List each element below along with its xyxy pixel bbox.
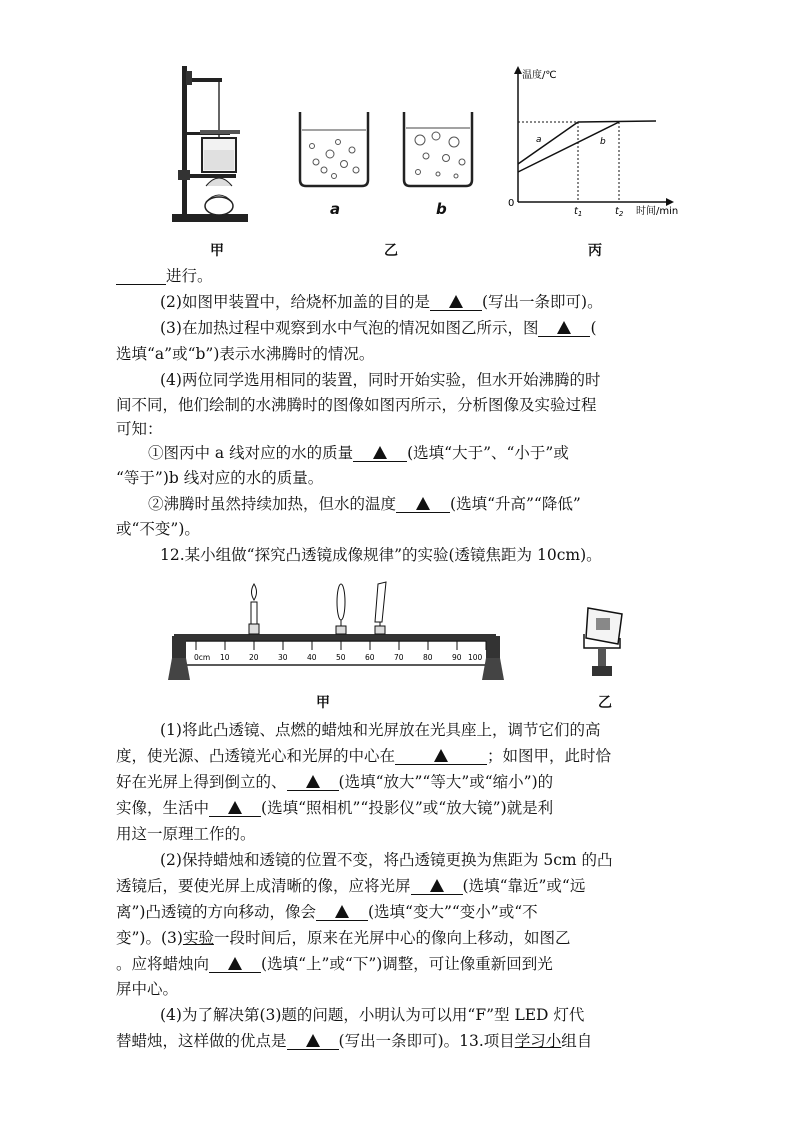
blank-triangle-icon [434,749,448,762]
text-line-21: 。应将蜡烛向 (选填“上”或“下”)调整，可让像重新回到光 [116,955,553,973]
ruler-tick-90: 90 [452,653,462,662]
blank-triangle-icon [306,1034,320,1047]
ruler-tick-70: 70 [394,653,404,662]
text-line-2: (3)在加热过程中观察到水中气泡的情况如图乙所示，图 ( [160,319,597,337]
graph-origin: 0 [508,198,515,209]
answer-blank[interactable] [395,746,487,765]
beaker-label-b: b [436,200,447,218]
text-line-12: (1)将此凸透镜、点燃的蜡烛和光屏放在光具座上，调节它们的高 [160,721,601,739]
text-line-6: 可知： [116,420,163,438]
answer-blank[interactable] [116,266,166,285]
ruler-tick-100: 100 [468,653,483,662]
blank-triangle-icon [228,957,242,970]
answer-blank[interactable] [411,876,463,895]
answer-blank[interactable] [396,494,450,513]
caption-jia-top: 甲 [210,243,224,259]
text-line-18: 透镜后，要使光屏上成清晰的像，应将光屏 (选填“靠近”或“远 [116,877,586,895]
text-line-1: (2)如图甲装置中，给烧杯加盖的目的是 (写出一条即可)。 [160,293,603,311]
beaker-label-a: a [330,200,341,218]
ruler-tick-60: 60 [365,653,375,662]
ruler-tick-80: 80 [423,653,433,662]
blank-triangle-icon [228,801,242,814]
ruler-tick-30: 30 [278,653,288,662]
blank-triangle-icon [416,497,430,510]
text-line-19: 离”)凸透镜的方向移动，像会 (选填“变大”“变小”或“不 [116,903,538,921]
beaker-b [404,112,472,186]
graph-t1: $t_1$ [574,206,583,218]
caption-yi-bench: 乙 [598,695,612,711]
figure-yi-beakers [296,106,476,190]
answer-blank[interactable] [430,292,482,311]
text-line-8: “等于”)b 线对应的水的质量。 [116,469,324,487]
ruler-tick-20: 20 [249,653,259,662]
blank-triangle-icon [335,905,349,918]
graph-label-b: b [600,137,606,147]
answer-blank[interactable] [316,902,368,921]
answer-blank[interactable] [209,954,261,973]
text-line-7: ①图丙中 a 线对应的水的质量 (选填“大于”、“小于”或 [148,444,569,462]
light-screen-icon [375,582,386,634]
text-line-24: 替蜡烛，这样做的优点是 (写出一条即可)。13.项目学习小组自 [116,1032,593,1050]
graph-y-label: 温度/℃ [522,70,557,81]
figure-bing-temperature-graph [506,62,686,224]
text-line-5: 间不同，他们绘制的水沸腾时的图像如图丙所示，分析图像及实验过程 [116,396,597,414]
figure-jia-optical-bench [168,578,508,686]
caption-jia-bench: 甲 [316,695,330,711]
blank-triangle-icon [373,446,387,459]
ruler-tick-0: 0cm [194,653,211,662]
text-line-22: 屏中心。 [116,980,179,998]
graph-x-label: 时间/min [636,206,679,217]
answer-blank[interactable] [287,772,339,791]
blank-triangle-icon [449,295,463,308]
text-line-3: 选填“a”或“b”)表示水沸腾时的情况。 [116,345,375,363]
text-line-15: 实像，生活中 (选填“照相机”“投影仪”或“放大镜”)就是利 [116,799,554,817]
text-line-11: 12.某小组做“探究凸透镜成像规律”的实验(透镜焦距为 10cm)。 [160,546,602,564]
answer-blank[interactable] [353,443,407,462]
caption-bing-top: 丙 [588,243,602,259]
ruler-tick-50: 50 [336,653,346,662]
beaker-a [300,112,368,186]
graph-t2: $t_2$ [615,206,624,218]
figure-yi-screen-holder [578,604,638,684]
answer-blank[interactable] [209,798,261,817]
answer-blank[interactable] [538,318,590,337]
text-line-17: (2)保持蜡烛和透镜的位置不变，将凸透镜更换为焦距为 5cm 的凸 [160,851,613,869]
blank-triangle-icon [430,879,444,892]
caption-yi-top: 乙 [384,243,398,259]
convex-lens-icon [336,584,346,634]
text-line-20: 变”)。(3)实验一段时间后，原来在光屏中心的像向上移动，如图乙 [116,929,571,947]
candle-icon [249,584,259,634]
text-line-9: ②沸腾时虽然持续加热，但水的温度 (选填“升高”“降低” [148,495,581,513]
graph-label-a: a [536,135,542,145]
text-line-16: 用这一原理工作的。 [116,825,256,843]
figure-jia-heating-setup [170,62,250,224]
ruler-tick-40: 40 [307,653,317,662]
text-line-4: (4)两位同学选用相同的装置，同时开始实验，但水开始沸腾的时 [160,371,601,389]
ruler-tick-10: 10 [220,653,230,662]
text-line-14: 好在光屏上得到倒立的、 (选填“放大”“等大”或“缩小”)的 [116,773,554,791]
text-line-13: 度，使光源、凸透镜光心和光屏的中心在 ；如图甲，此时恰 [116,747,612,765]
text-line-0: 进行。 [116,266,213,286]
text-line-23: (4)为了解决第(3)题的问题，小明认为可以用“F”型 LED 灯代 [160,1006,585,1024]
blank-triangle-icon [306,775,320,788]
answer-blank[interactable] [287,1031,339,1050]
blank-triangle-icon [557,321,571,334]
text-line-10: 或“不变”)。 [116,520,200,538]
